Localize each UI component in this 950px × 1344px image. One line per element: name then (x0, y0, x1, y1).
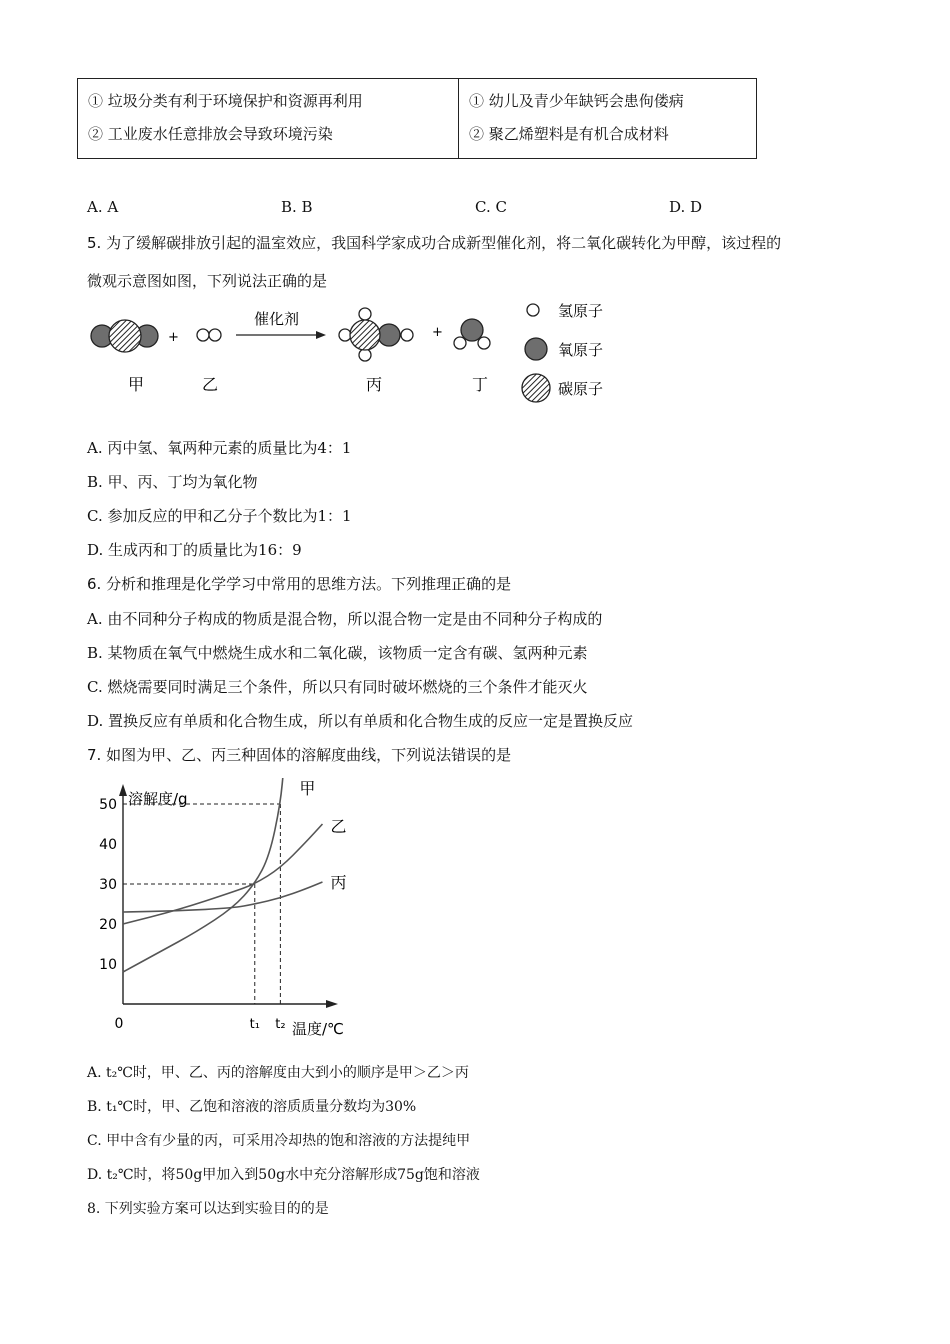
y-axis-arrow (119, 784, 127, 796)
label-jia: 甲 (128, 375, 145, 394)
plus-sign-1: + (168, 330, 179, 345)
q6-option-a[interactable]: A. 由不同种分子构成的物质是混合物，所以混合物一定是由不同种分子构成的 (87, 610, 603, 628)
molecule-co2 (91, 320, 158, 352)
solubility-chart (80, 778, 370, 1040)
q5-stem-line1 (87, 232, 781, 253)
legend-hydrogen-icon (527, 304, 539, 316)
q6-option-c[interactable]: C. 燃烧需要同时满足三个条件，所以只有同时破坏燃烧的三个条件才能灭火 (87, 678, 588, 696)
q6-stem-text: . 分析和推理是化学学习中常用的思维方法。下列推理正确的是 (96, 575, 512, 593)
q5-option-b[interactable]: B. 甲、丙、丁均为氧化物 (87, 473, 258, 491)
origin-label: 0 (114, 1016, 124, 1032)
q4-left-line1: ① 垃圾分类有利于环境保护和资源再利用 (88, 92, 363, 110)
q4-right-line2: ② 聚乙烯塑料是有机合成材料 (469, 125, 669, 143)
y-tick-label: 50 (99, 797, 117, 813)
q4-option-a[interactable]: A. A (87, 198, 119, 216)
q6-number: 6 (87, 575, 97, 593)
molecule-water (454, 319, 490, 349)
q4-cell-right (459, 79, 757, 159)
q5-stem-line2: 微观示意图如图，下列说法正确的是 (87, 272, 328, 290)
curve-丙 (123, 882, 322, 912)
molecule-methanol (339, 308, 413, 361)
q6-option-d[interactable]: D. 置换反应有单质和化合物生成，所以有单质和化合物生成的反应一定是置换反应 (87, 712, 634, 730)
q5-stem-text: . 为了缓解碳排放引起的温室效应，我国科学家成功合成新型催化剂，将二氧化碳转化为甲醇，该过程的 (96, 234, 782, 252)
y-tick-label: 40 (99, 837, 117, 853)
molecule-h2 (197, 329, 221, 341)
x-tick-label: t₂ (275, 1017, 286, 1032)
curve-label: 丙 (330, 873, 347, 892)
q5-option-c[interactable]: C. 参加反应的甲和乙分子个数比为1：1 (87, 507, 352, 525)
q4-right-line1: ① 幼儿及青少年缺钙会患佝偻病 (469, 92, 684, 110)
q4-options (87, 198, 807, 218)
q4-option-c[interactable]: C. C (475, 198, 507, 216)
y-tick-label: 10 (99, 957, 117, 973)
curve-label: 甲 (299, 779, 316, 798)
legend-oxygen-icon (525, 338, 547, 360)
y-ticks (99, 797, 117, 973)
q5-option-a[interactable]: A. 丙中氢、氧两种元素的质量比为4：1 (87, 439, 352, 457)
q6-stem (87, 573, 511, 594)
y-axis-label: 溶解度/g (128, 790, 188, 808)
label-yi: 乙 (202, 375, 219, 394)
y-tick-label: 20 (99, 917, 117, 933)
q5-number: 5 (87, 234, 97, 252)
q4-left-line2: ② 工业废水任意排放会导致环境污染 (88, 125, 333, 143)
q7-option-a[interactable]: A. t₂℃时，甲、乙、丙的溶解度由大到小的顺序是甲＞乙＞丙 (87, 1065, 469, 1081)
label-ding: 丁 (472, 375, 489, 394)
legend-oxygen: 氧原子 (558, 341, 604, 359)
reaction-diagram (80, 298, 640, 410)
y-tick-label: 30 (99, 877, 117, 893)
q7-stem-text: . 如图为甲、乙、丙三种固体的溶解度曲线，下列说法错误的是 (96, 746, 512, 764)
q8-stem: 8. 下列实验方案可以达到实验目的的是 (87, 1201, 329, 1217)
q7-option-d[interactable]: D. t₂℃时，将50g甲加入到50g水中充分溶解形成75g饱和溶液 (87, 1167, 480, 1183)
x-axis-label: 温度/℃ (292, 1020, 344, 1038)
legend-carbon-icon (522, 374, 550, 402)
label-bing: 丙 (366, 375, 383, 394)
q6-option-b[interactable]: B. 某物质在氧气中燃烧生成水和二氧化碳，该物质一定含有碳、氢两种元素 (87, 644, 588, 662)
q7-stem (87, 744, 511, 765)
x-tick-label: t₁ (249, 1017, 260, 1032)
catalyst-label: 催化剂 (254, 310, 300, 328)
q4-option-b[interactable]: B. B (281, 198, 313, 216)
x-ticks (250, 1017, 286, 1032)
legend-carbon: 碳原子 (558, 380, 604, 398)
arrow-head (316, 331, 326, 339)
q7-option-b[interactable]: B. t₁℃时，甲、乙饱和溶液的溶质质量分数均为30% (87, 1099, 417, 1115)
q4-option-d[interactable]: D. D (669, 198, 703, 216)
plus-sign-2: + (432, 325, 443, 340)
q7-option-c[interactable]: C. 甲中含有少量的丙，可采用冷却热的饱和溶液的方法提纯甲 (87, 1133, 471, 1149)
legend-hydrogen: 氢原子 (558, 302, 604, 320)
x-axis-arrow (326, 1000, 338, 1008)
q4-cell-left (78, 79, 459, 159)
q4-table (77, 78, 757, 159)
curve-label: 乙 (330, 817, 347, 836)
q7-number: 7 (87, 746, 97, 764)
q5-option-d[interactable]: D. 生成丙和丁的质量比为16：9 (87, 541, 302, 559)
